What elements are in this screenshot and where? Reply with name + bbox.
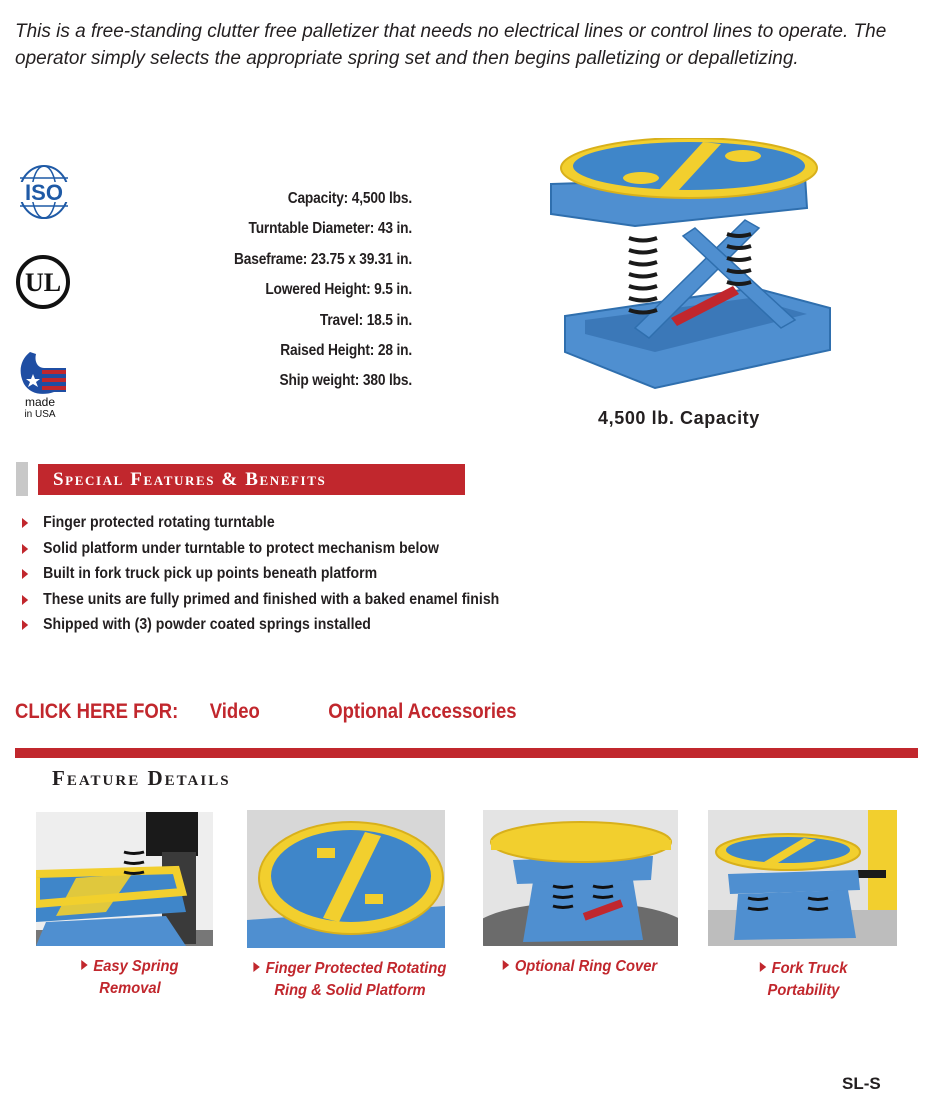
palletizer-product-image — [545, 138, 840, 398]
bullet-arrow-icon — [22, 518, 28, 528]
optional-accessories-link[interactable]: Optional Accessories — [328, 700, 517, 723]
intro-text: This is a free-standing clutter free palletizer that needs no electrical lines or control lines to operate. The operator simply selects the appropriate spring set and then begins palletizing or depalletizing. — [15, 21, 887, 69]
spec-raised-height: Raised Height: 28 in. — [280, 342, 412, 360]
bullet-arrow-icon — [22, 544, 28, 554]
svg-text:in USA: in USA — [24, 409, 56, 420]
section-divider — [15, 748, 918, 758]
page-code: SL-S — [842, 1074, 881, 1093]
spec-baseframe: Baseframe: 23.75 x 39.31 in. — [233, 250, 412, 268]
svg-text:made: made — [24, 395, 56, 409]
spec-lowered-height: Lowered Height: 9.5 in. — [265, 281, 412, 299]
iso-icon — [12, 164, 76, 225]
feature-details-title: Feature Details — [52, 766, 231, 790]
bullet-arrow-icon — [503, 960, 509, 970]
spec-turntable-diameter: Turntable Diameter: 43 in. — [248, 220, 412, 238]
click-here-label: CLICK HERE FOR: — [15, 700, 179, 723]
bullet-arrow-icon — [760, 962, 766, 972]
thumb-caption-4: Fork Truck Portability — [714, 958, 893, 1002]
spec-ship-weight: Ship weight: 380 lbs. — [279, 372, 412, 390]
rotating-ring-image — [247, 810, 445, 948]
bullet-arrow-icon — [22, 620, 28, 630]
svg-text:UL: UL — [24, 268, 62, 297]
thumb-caption-1: Easy Spring Removal — [47, 956, 213, 1000]
spec-travel: Travel: 18.5 in. — [319, 311, 412, 329]
fork-truck-image — [708, 810, 897, 946]
thumb-caption-3: Optional Ring Cover — [488, 956, 672, 978]
feature-list — [22, 510, 564, 638]
list-item: Solid platform under turntable to protect mechanism below — [22, 536, 499, 562]
spec-list — [234, 184, 412, 397]
list-item: Shipped with (3) powder coated springs installed — [22, 612, 499, 638]
capacity-caption: 4,500 lb. Capacity — [598, 408, 760, 428]
list-item: Finger protected rotating turntable — [22, 510, 499, 536]
video-link[interactable]: Video — [209, 700, 260, 723]
ul-icon — [14, 254, 72, 315]
bullet-arrow-icon — [22, 595, 28, 605]
spring-removal-image — [36, 812, 213, 946]
bullet-arrow-icon — [81, 960, 87, 970]
banner-accent — [16, 462, 28, 496]
svg-text:ISO: ISO — [25, 180, 63, 205]
click-here-row — [15, 700, 517, 724]
thumb-caption-2: Finger Protected Rotating Ring & Solid Platform — [249, 958, 451, 1002]
bullet-arrow-icon — [254, 962, 260, 972]
made-in-usa-icon — [16, 350, 72, 425]
bullet-arrow-icon — [22, 569, 28, 579]
ring-cover-image — [483, 810, 678, 946]
list-item: These units are fully primed and finished with a baked enamel finish — [22, 587, 499, 613]
special-features-title: Special Features & Benefits — [38, 464, 465, 495]
spec-capacity: Capacity: 4,500 lbs. — [287, 190, 412, 207]
list-item: Built in fork truck pick up points beneath platform — [22, 561, 499, 587]
